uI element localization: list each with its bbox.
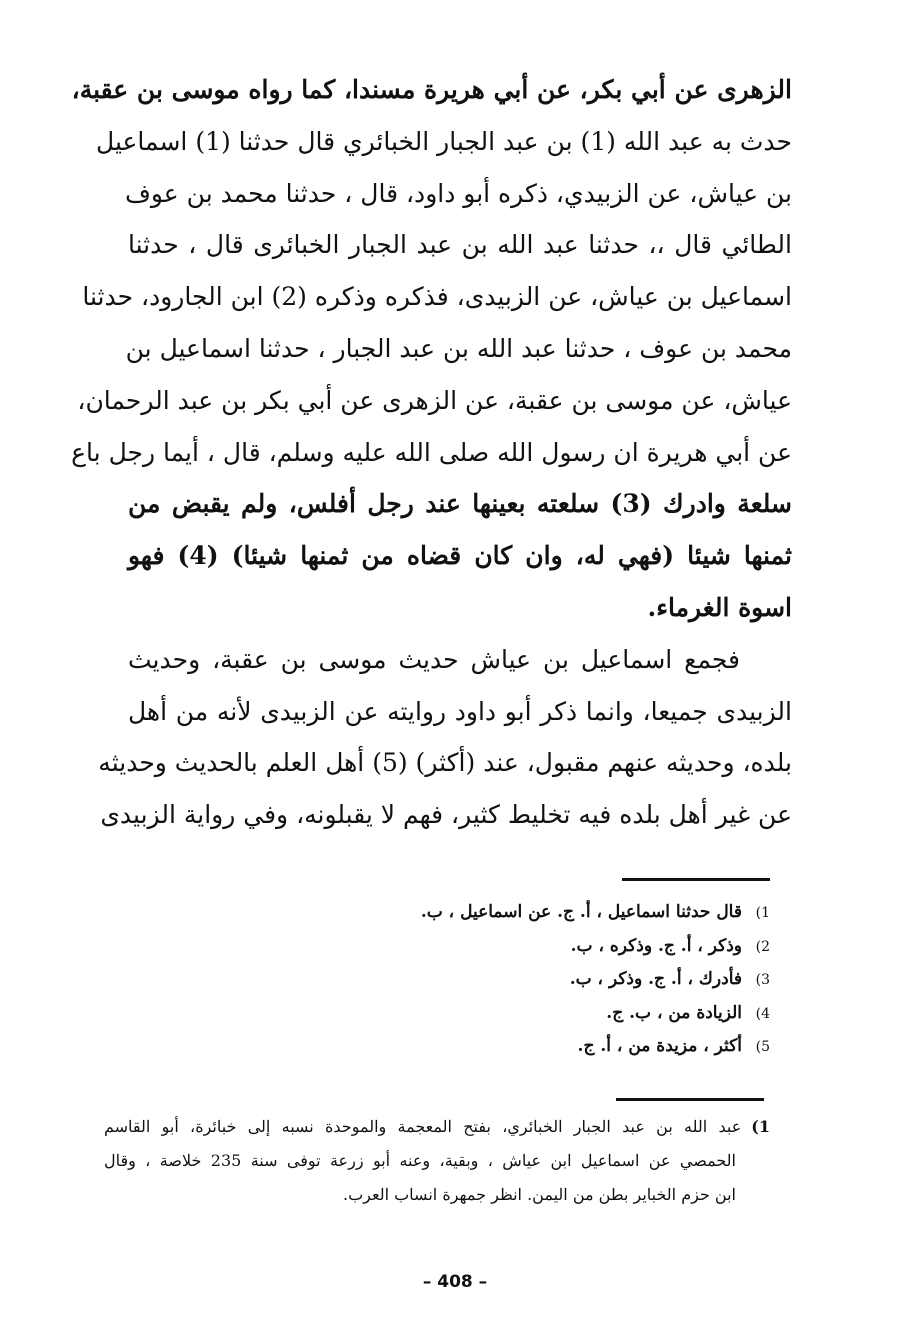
biography-note [104, 1110, 770, 1212]
biography-text: الحمصي عن اسماعيل ابن عياش ، وبقية، وعنه أبو زرعة توفى سنة 235 خلاصة ، وقال [104, 1151, 736, 1170]
variant-notes [360, 896, 770, 1064]
variant-note [360, 997, 770, 1031]
text-line: عياش، عن موسى بن عقبة، عن الزهرى عن أبي بكر بن عبد الرحمان، [77, 385, 792, 415]
text-line: فجمع اسماعيل بن عياش حديث موسى بن عقبة، وحديث [128, 644, 740, 674]
text-line: بن عياش، عن الزبيدي، ذكره أبو داود، قال ، حدثنا محمد بن عوف [124, 178, 792, 208]
text-line: عن غير أهل بلده فيه تخليط كثير، فهم لا يقبلونه، وفي رواية الزبيدى [100, 800, 792, 830]
note-text: فأدرك ، أ. ج. وذكر ، ب. [569, 969, 742, 989]
text-line: بلده، وحديثه عنهم مقبول، عند (أكثر) (5) أهل العلم بالحديث وحديثه [98, 748, 792, 778]
note-number: 2) [755, 938, 770, 955]
variant-note [360, 930, 770, 964]
text-line: حدث به عبد الله (1) بن عبد الجبار الخبائري قال حدثنا (1) اسماعيل [96, 126, 792, 156]
text-line: ثمنها شيئا (فهي له، وان كان قضاه من ثمنها شيئا) (4) فهو [128, 541, 792, 571]
biography-line [104, 1110, 770, 1144]
note-number: 5) [755, 1039, 770, 1055]
variant-note [360, 896, 770, 930]
variant-note [360, 1030, 770, 1064]
text-line: عن أبي هريرة ان رسول الله صلى الله عليه وسلم، قال ، أيما رجل باع [71, 437, 792, 467]
biography-line [104, 1144, 770, 1178]
note-number: 4) [755, 1005, 770, 1022]
text-line: الطائي قال ،، حدثنا عبد الله بن عبد الجبار الخبائرى قال ، حدثنا [128, 230, 792, 260]
biography-separator [616, 1098, 764, 1101]
text-line: محمد بن عوف ، حدثنا عبد الله بن عبد الجبار ، حدثنا اسماعيل بن [125, 333, 792, 363]
text-line: الزبيدى جميعا، وانما ذكر أبو داود روايته عن الزبيدى لأنه من أهل [128, 696, 792, 726]
note-number: 3) [755, 972, 770, 988]
note-text: أكثر ، مزيدة من ، أ. ج. [577, 1036, 742, 1056]
note-text: قال حدثنا اسماعيل ، أ. ج. عن اسماعيل ، ب. [420, 902, 742, 922]
text-line: سلعة وادرك (3) سلعته بعينها عند رجل أفلس، ولم يقبض من [128, 489, 792, 519]
note-number: 1) [751, 1117, 770, 1136]
note-number: 1) [755, 905, 770, 921]
text-line: الزهرى عن أبي بكر، عن أبي هريرة مسندا، كما رواه موسى بن عقبة، [71, 75, 792, 104]
note-text: وذكر ، أ. ج. وذكره ، ب. [570, 935, 742, 956]
footnote-separator [622, 878, 770, 881]
main-text [71, 64, 792, 841]
page-number: – 408 – [422, 1272, 488, 1292]
biography-line [104, 1178, 770, 1212]
biography-text: ابن حزم الخباير بطن من اليمن. انظر جمهرة انساب العرب. [343, 1185, 736, 1204]
text-line: اسوة الغرماء. [647, 592, 792, 622]
variant-note [360, 963, 770, 997]
text-line: اسماعيل بن عياش، عن الزبيدى، فذكره وذكره (2) ابن الجارود، حدثنا [82, 282, 792, 312]
note-text: الزيادة من ، ب. ج. [606, 1002, 742, 1023]
biography-text: عبد الله بن عبد الجبار الخبائري، بفتح المعجمة والموحدة نسبه إلى خبائرة، أبو القاسم [104, 1117, 742, 1136]
